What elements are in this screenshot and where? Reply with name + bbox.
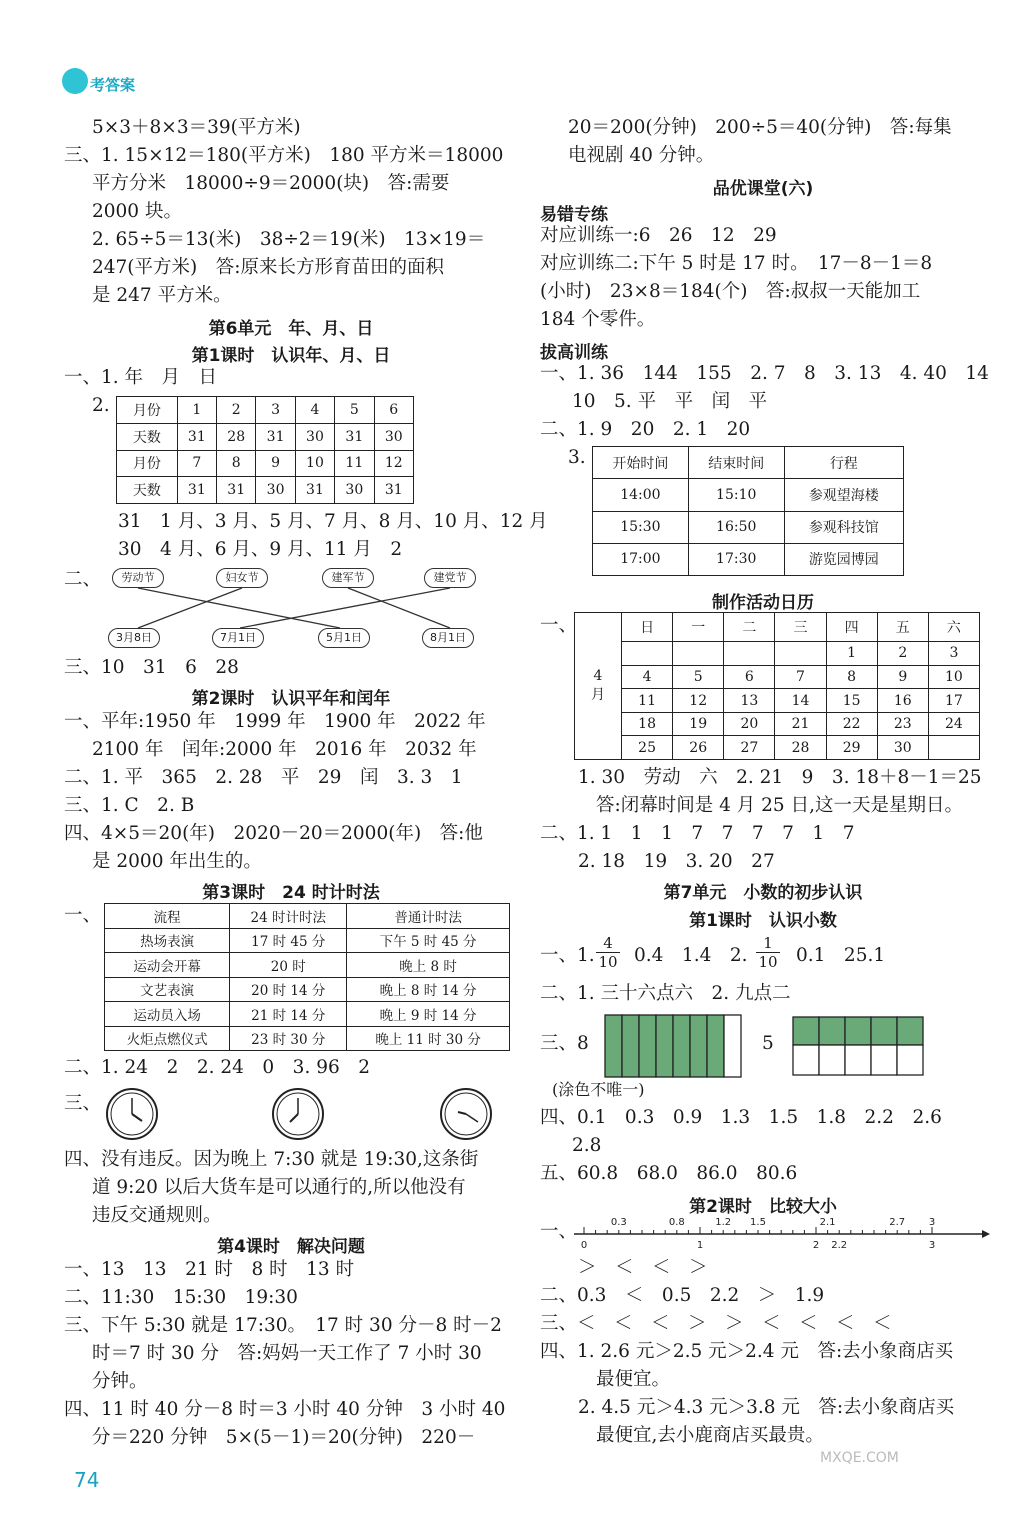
fraction-numerator: 1: [763, 934, 773, 952]
text-line: (小时) 23×8＝184(个) 答:叔叔一天能加工: [540, 281, 921, 302]
calendar-cell: [775, 642, 826, 666]
text-line: 平方分米 18000÷9＝2000(块) 答:需要: [92, 173, 450, 194]
calendar-cell: 2: [877, 642, 928, 666]
calendar-cell: 18: [622, 712, 673, 736]
calendar-cell: 11: [622, 689, 673, 713]
number-line-label: 2: [812, 1240, 820, 1251]
calendar-row: [575, 689, 980, 713]
calendar-cell: 16: [877, 689, 928, 713]
text-line: 2100 年 闰年:2000 年 2016 年 2032 年: [92, 739, 477, 760]
table-cell: 16:50: [688, 511, 784, 543]
logo-icon: [62, 68, 88, 94]
table-cell: 普通计时法: [347, 904, 510, 929]
calendar-cell: 四: [826, 613, 877, 642]
table-cell: 28: [217, 423, 256, 450]
calendar-cell: 20: [724, 712, 775, 736]
calendar-cell: 30: [877, 736, 928, 760]
number-line-label: 3: [928, 1217, 936, 1228]
calendar-cell: 3: [928, 642, 979, 666]
text-line: 2000 块。: [92, 201, 182, 222]
calendar-cell: 27: [724, 736, 775, 760]
table-cell: 晚上 8 时: [347, 953, 510, 978]
question-number: 2.: [92, 395, 110, 416]
table-cell: 30: [374, 423, 413, 450]
text-line: 2. 18 19 3. 20 27: [578, 851, 775, 872]
calendar-cell: 10: [928, 665, 979, 689]
number-line-label: 0: [580, 1240, 588, 1251]
table-row: [105, 928, 510, 953]
table-cell: 结束时间: [688, 447, 784, 479]
text-line: 二、0.3 ＜ 0.5 2.2 ＞ 1.9: [540, 1285, 825, 1306]
section-heading: 品优课堂(六): [712, 179, 814, 199]
festival-cloud: 建党节: [424, 568, 476, 588]
text-line: 是 247 平方米。: [92, 285, 232, 306]
lesson-heading: 第1课时 认识小数: [689, 911, 837, 931]
text-line: 四、4×5＝20(年) 2020－20＝2000(年) 答:他: [64, 823, 483, 844]
table-cell: 晚上 9 时 14 分: [347, 1002, 510, 1027]
table-row: [105, 977, 510, 1002]
table-cell: 7: [177, 450, 216, 477]
page-number: 74: [74, 1468, 100, 1492]
table-row: [593, 543, 904, 575]
table-row: [593, 447, 904, 479]
table-cell: 流程: [105, 904, 230, 929]
table-cell: 开始时间: [593, 447, 689, 479]
text-line: 二、11:30 15:30 19:30: [64, 1287, 298, 1308]
table-cell: 31: [217, 477, 256, 504]
date-cloud: 3月8日: [108, 628, 160, 648]
table-cell: 热场表演: [105, 928, 230, 953]
fraction: [596, 934, 620, 971]
text-line: 最便宜,去小鹿商店买最贵。: [596, 1425, 824, 1446]
calendar-cell: 25: [622, 736, 673, 760]
text-line: 31 1 月、3 月、5 月、7 月、8 月、10 月、12 月: [118, 511, 548, 532]
table-row: [105, 1026, 510, 1051]
text-line: 1. 30 劳动 六 2. 21 9 3. 18＋8－1＝25: [578, 767, 982, 788]
table-cell: 晚上 8 时 14 分: [347, 977, 510, 1002]
subsection-heading: 拔高训练: [540, 343, 608, 363]
table-cell: 31: [177, 423, 216, 450]
text-line: 电视剧 40 分钟。: [568, 145, 715, 166]
calendar-cell: 24: [928, 712, 979, 736]
calendar-cell: 13: [724, 689, 775, 713]
calendar-cell: 17: [928, 689, 979, 713]
lesson-heading: 第2课时 认识平年和闰年: [191, 689, 391, 709]
number-line-label: 1: [696, 1240, 704, 1251]
text-line: 三、8: [540, 1033, 589, 1054]
calendar-cell: 五: [877, 613, 928, 642]
table-cell: 17:30: [688, 543, 784, 575]
text-line: ＞ ＜ ＜ ＞: [578, 1257, 708, 1278]
table-cell: 31: [295, 477, 334, 504]
text-line: 五、60.8 68.0 86.0 80.6: [540, 1163, 798, 1184]
table-row: [117, 397, 414, 424]
festival-cloud: 劳动节: [112, 568, 164, 588]
number-line-label: 0.3: [610, 1217, 627, 1228]
calendar-cell: 22: [826, 712, 877, 736]
table-cell: 参观科技馆: [784, 511, 903, 543]
table-row: [117, 423, 414, 450]
text-line: 247(平方米) 答:原来长方形育苗田的面积: [92, 257, 444, 278]
date-cloud: 5月1日: [318, 628, 370, 648]
text-line: 5: [762, 1033, 774, 1054]
table-cell: 31: [177, 477, 216, 504]
table-cell: 11: [335, 450, 374, 477]
table-cell: 15:10: [688, 479, 784, 511]
number-line-label: 3: [928, 1240, 936, 1251]
text-line: 分＝220 分钟 5×(5－1)＝20(分钟) 220－: [92, 1427, 476, 1448]
text-line: 最便宜。: [596, 1369, 671, 1390]
calendar-cell: 28: [775, 736, 826, 760]
text-line: 对应训练二:下午 5 时是 17 时。 17－8－1＝8: [540, 253, 933, 274]
calendar-row: [575, 712, 980, 736]
table-cell: 月份: [117, 450, 178, 477]
text-line: 5×3＋8×3＝39(平方米): [92, 117, 301, 138]
table-cell: 30: [256, 477, 295, 504]
question-number: 3.: [568, 447, 586, 468]
calendar-cell: 4: [622, 665, 673, 689]
table-cell: 8: [217, 450, 256, 477]
matching-lines: [100, 586, 500, 632]
table-cell: 3: [256, 397, 295, 424]
text-line: 二、: [64, 569, 102, 590]
lesson-heading: 第1课时 认识年、月、日: [191, 346, 391, 366]
table-cell: 行程: [784, 447, 903, 479]
calendar-row: [575, 736, 980, 760]
text-line: 2. 4.5 元＞4.3 元＞3.8 元 答:去小象商店买: [578, 1397, 955, 1418]
calendar-cell: 12: [673, 689, 724, 713]
text-line: 违反交通规则。: [92, 1205, 222, 1226]
text-line: 二、1. 1 1 1 7 7 7 7 1 7: [540, 823, 855, 844]
table-cell: 天数: [117, 477, 178, 504]
table-cell: 10: [295, 450, 334, 477]
table-cell: 运动员入场: [105, 1002, 230, 1027]
clock-icon: [438, 1086, 494, 1142]
table-cell: 2: [217, 397, 256, 424]
table-cell: 23 时 30 分: [230, 1026, 347, 1051]
text-line: 一、平年:1950 年 1999 年 1900 年 2022 年: [64, 711, 486, 732]
table-cell: 5: [335, 397, 374, 424]
table-cell: 12: [374, 450, 413, 477]
fraction-denominator: 10: [756, 952, 780, 971]
logo-text: 考答案: [90, 76, 136, 94]
table-row: [117, 477, 414, 504]
calendar-cell: 23: [877, 712, 928, 736]
unit-heading: 第7单元 小数的初步认识: [663, 883, 863, 903]
table-row: [593, 511, 904, 543]
table-cell: 20 时 14 分: [230, 977, 347, 1002]
text-line: 一、13 13 21 时 8 时 13 时: [64, 1259, 355, 1280]
text-line: 184 个零件。: [540, 309, 656, 330]
text-line: 三、＜ ＜ ＜ ＞ ＞ ＜ ＜ ＜ ＜: [540, 1313, 892, 1334]
watermark: MXQE.COM: [820, 1450, 899, 1466]
text-line: 30 4 月、6 月、9 月、11 月 2: [118, 539, 403, 560]
calendar-cell: 5: [673, 665, 724, 689]
table-cell: 运动会开幕: [105, 953, 230, 978]
text-line: 0.1 25.1: [796, 945, 886, 966]
table-cell: 15:30: [593, 511, 689, 543]
number-line-label: 0.8: [668, 1217, 685, 1228]
table-cell: 31: [256, 423, 295, 450]
table-cell: 14:00: [593, 479, 689, 511]
calendar-row: [575, 665, 980, 689]
number-line-label: 1.5: [750, 1217, 766, 1228]
table-cell: 晚上 11 时 30 分: [347, 1026, 510, 1051]
festival-cloud: 建军节: [322, 568, 374, 588]
text-line: 对应训练一:6 26 12 29: [540, 225, 777, 246]
text-line: 二、1. 24 2 2. 24 0 3. 96 2: [64, 1057, 371, 1078]
number-line-label: 1.2: [715, 1217, 732, 1228]
table-cell: 31: [374, 477, 413, 504]
text-line: 四、1. 2.6 元＞2.5 元＞2.4 元 答:去小象商店买: [540, 1341, 954, 1362]
lesson-heading: 第4课时 解决问题: [217, 1237, 365, 1257]
calendar-cell: [622, 642, 673, 666]
table-row: [105, 1002, 510, 1027]
shaded-grid-diagram: [792, 1016, 924, 1076]
clock-icon: [104, 1086, 160, 1142]
table-cell: 文艺表演: [105, 977, 230, 1002]
text-line: 一、: [64, 905, 102, 926]
date-cloud: 8月1日: [422, 628, 474, 648]
number-line: [570, 1214, 990, 1254]
text-line: 三、1. 15×12＝180(平方米) 180 平方米＝18000: [64, 145, 504, 166]
table-cell: 天数: [117, 423, 178, 450]
table-cell: 30: [295, 423, 334, 450]
text-line: 时＝7 时 30 分 答:妈妈一天工作了 7 小时 30: [92, 1343, 482, 1364]
text-line: (涂色不唯一): [552, 1080, 645, 1099]
calendar-cell: 8: [826, 665, 877, 689]
table-cell: 24 时计时法: [230, 904, 347, 929]
number-line-label: 2.1: [819, 1217, 836, 1228]
text-line: 四、0.1 0.3 0.9 1.3 1.5 1.8 2.2 2.6: [540, 1107, 942, 1128]
table-cell: 9: [256, 450, 295, 477]
calendar-cell: 15: [826, 689, 877, 713]
text-line: 答:闭幕时间是 4 月 25 日,这一天是星期日。: [596, 795, 963, 816]
text-line: 三、10 31 6 28: [64, 657, 239, 678]
table-cell: 21 时 14 分: [230, 1002, 347, 1027]
table-cell: 月份: [117, 397, 178, 424]
calendar-cell: 19: [673, 712, 724, 736]
number-line-label: 2.2: [831, 1240, 848, 1251]
fraction-numerator: 4: [603, 934, 613, 952]
calendar-cell: [673, 642, 724, 666]
month-days-table: [116, 396, 414, 504]
date-cloud: 7月1日: [212, 628, 264, 648]
calendar-row: [575, 642, 980, 666]
table-cell: 4: [295, 397, 334, 424]
clock-icon: [270, 1086, 326, 1142]
calendar-cell: 14: [775, 689, 826, 713]
table-row: [105, 904, 510, 929]
table-cell: 31: [335, 423, 374, 450]
unit-heading: 第6单元 年、月、日: [208, 319, 374, 339]
table-cell: 17 时 45 分: [230, 928, 347, 953]
calendar-cell: 7: [775, 665, 826, 689]
table-row: [105, 953, 510, 978]
table-row: [117, 450, 414, 477]
text-line: 一、: [540, 615, 578, 636]
festival-cloud: 妇女节: [216, 568, 268, 588]
fraction-denominator: 10: [596, 952, 620, 971]
calendar-cell: 29: [826, 736, 877, 760]
text-line: 道 9:20 以后大货车是可以通行的,所以他没有: [92, 1177, 466, 1198]
table-cell: 火炬点燃仪式: [105, 1026, 230, 1051]
text-line: 二、1. 平 365 2. 28 平 29 闰 3. 3 1: [64, 767, 463, 788]
lesson-heading: 第2课时 比较大小: [689, 1197, 837, 1217]
text-line: 10 5. 平 平 闰 平: [572, 391, 768, 412]
table-cell: 参观望海楼: [784, 479, 903, 511]
calendar-cell: 二: [724, 613, 775, 642]
calendar-row: [575, 613, 980, 642]
number-line-label: 2.7: [889, 1217, 906, 1228]
table-cell: 30: [335, 477, 374, 504]
calendar-cell: [928, 736, 979, 760]
text-line: 四、11 时 40 分－8 时＝3 小时 40 分钟 3 小时 40: [64, 1399, 506, 1420]
calendar-cell: 六: [928, 613, 979, 642]
text-line: 一、1.: [540, 945, 595, 966]
text-line: 三、下午 5:30 就是 17:30。 17 时 30 分－8 时－2: [64, 1315, 502, 1336]
text-line: 三、1. C 2. B: [64, 795, 195, 816]
calendar-cell: 1: [826, 642, 877, 666]
section-heading: 制作活动日历: [712, 593, 814, 613]
table-cell: 20 时: [230, 953, 347, 978]
calendar-cell: 日: [622, 613, 673, 642]
fraction: [756, 934, 780, 971]
text-line: 2. 65÷5＝13(米) 38÷2＝19(米) 13×19＝: [92, 229, 486, 250]
text-line: 2.8: [572, 1135, 602, 1156]
calendar-cell: 9: [877, 665, 928, 689]
text-line: 一、1. 36 144 155 2. 7 8 3. 13 4. 40 14: [540, 363, 989, 384]
subsection-heading: 易错专练: [540, 205, 608, 225]
april-calendar: [574, 612, 980, 760]
calendar-cell: 6: [724, 665, 775, 689]
text-line: 20＝200(分钟) 200÷5＝40(分钟) 答:每集: [568, 117, 952, 138]
text-line: 三、: [64, 1093, 102, 1114]
calendar-cell: 一: [673, 613, 724, 642]
calendar-cell: 三: [775, 613, 826, 642]
text-line: 分钟。: [92, 1371, 148, 1392]
text-line: 四、没有违反。因为晚上 7:30 就是 19:30,这条街: [64, 1149, 479, 1170]
table-cell: 17:00: [593, 543, 689, 575]
calendar-cell: 26: [673, 736, 724, 760]
calendar-month-label: 4 月: [575, 613, 622, 760]
text-line: 一、1. 年 月 日: [64, 367, 218, 388]
text-line: 一、: [540, 1221, 578, 1242]
shaded-strips-diagram: [604, 1014, 744, 1078]
table-cell: 游览园博园: [784, 543, 903, 575]
lesson-heading: 第3课时 24 时计时法: [202, 883, 380, 903]
table-row: [593, 479, 904, 511]
text-line: 是 2000 年出生的。: [92, 851, 262, 872]
calendar-cell: 21: [775, 712, 826, 736]
time-table: [104, 903, 510, 1051]
table-cell: 1: [177, 397, 216, 424]
text-line: 二、1. 三十六点六 2. 九点二: [540, 983, 791, 1004]
table-cell: 下午 5 时 45 分: [347, 928, 510, 953]
trip-table: [592, 446, 904, 576]
calendar-cell: [724, 642, 775, 666]
table-cell: 6: [374, 397, 413, 424]
text-line: 二、1. 9 20 2. 1 20: [540, 419, 751, 440]
text-line: 0.4 1.4 2.: [634, 945, 748, 966]
